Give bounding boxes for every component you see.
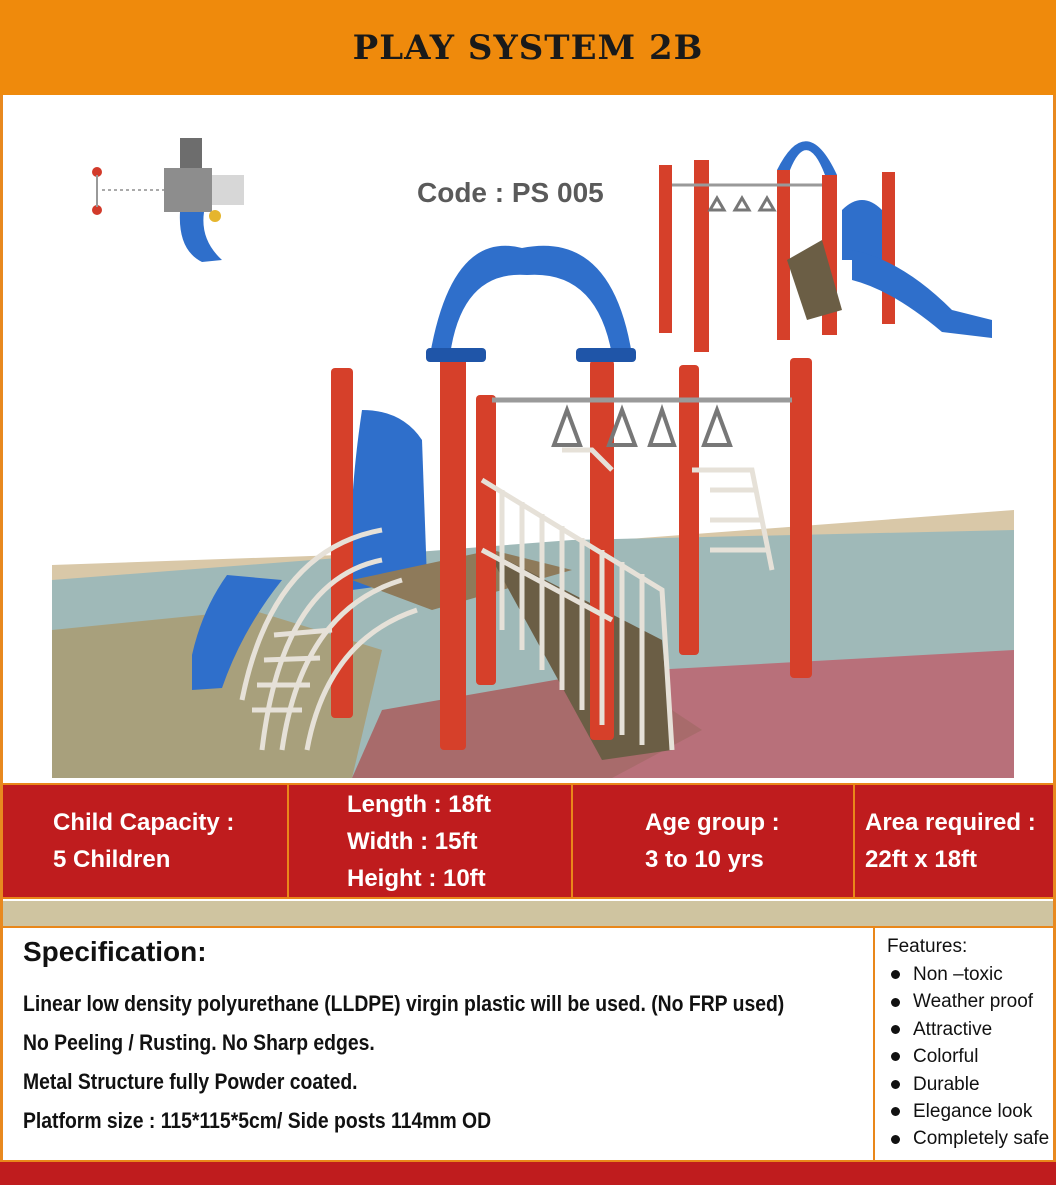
product-code: Code : PS 005 xyxy=(417,177,604,208)
age-group-value: 3 to 10 yrs xyxy=(645,846,764,873)
area-required-cell xyxy=(855,785,1053,897)
bullet-icon xyxy=(891,970,900,979)
width-value: Width : 15ft xyxy=(347,827,478,855)
spec-line: Metal Structure fully Powder coated. xyxy=(23,1069,358,1094)
bullet-icon xyxy=(891,1052,900,1061)
length-value: Length : 18ft xyxy=(347,790,491,818)
dimensions-cell xyxy=(289,785,573,897)
feature-item: Attractive xyxy=(887,1016,1053,1043)
spec-line: No Peeling / Rusting. No Sharp edges. xyxy=(23,1030,375,1055)
bullet-icon xyxy=(891,1135,900,1144)
age-group-label: Age group : xyxy=(645,809,780,836)
divider-band xyxy=(3,901,1053,926)
child-capacity-value: 5 Children xyxy=(53,846,171,873)
bullet-icon xyxy=(891,1107,900,1116)
bullet-icon xyxy=(891,1025,900,1034)
specification-heading: Specification: xyxy=(23,936,207,967)
bullet-icon xyxy=(891,998,900,1007)
feature-item: Weather proof xyxy=(887,988,1053,1015)
dimensions-bar xyxy=(3,783,1053,899)
spec-line: Linear low density polyurethane (LLDPE) virgin plastic will be used. (No FRP used) xyxy=(23,991,785,1016)
area-required-value: 22ft x 18ft xyxy=(865,846,978,873)
bullet-icon xyxy=(891,1080,900,1089)
height-value: Height : 10ft xyxy=(347,864,486,892)
feature-item: Elegance look xyxy=(887,1098,1053,1125)
child-capacity-cell xyxy=(3,785,289,897)
child-capacity-label: Child Capacity : xyxy=(53,809,235,836)
feature-item: Colorful xyxy=(887,1043,1053,1070)
footer-bar xyxy=(0,1160,1056,1185)
title-banner xyxy=(0,0,1056,95)
feature-item: Non –toxic xyxy=(887,961,1053,988)
feature-item: Durable xyxy=(887,1071,1053,1098)
page-title: PLAY SYSTEM 2B xyxy=(352,27,704,68)
feature-item: Completely safe xyxy=(887,1125,1053,1152)
area-required-label: Area required : xyxy=(865,809,1036,836)
spec-line: Platform size : 115*115*5cm/ Side posts 114mm OD xyxy=(23,1108,492,1133)
features-section xyxy=(873,926,1053,1160)
features-title: Features: xyxy=(887,936,968,957)
product-photo xyxy=(52,110,1014,778)
specification-section xyxy=(3,926,873,1160)
features-list xyxy=(887,961,1053,1153)
age-group-cell xyxy=(573,785,855,897)
